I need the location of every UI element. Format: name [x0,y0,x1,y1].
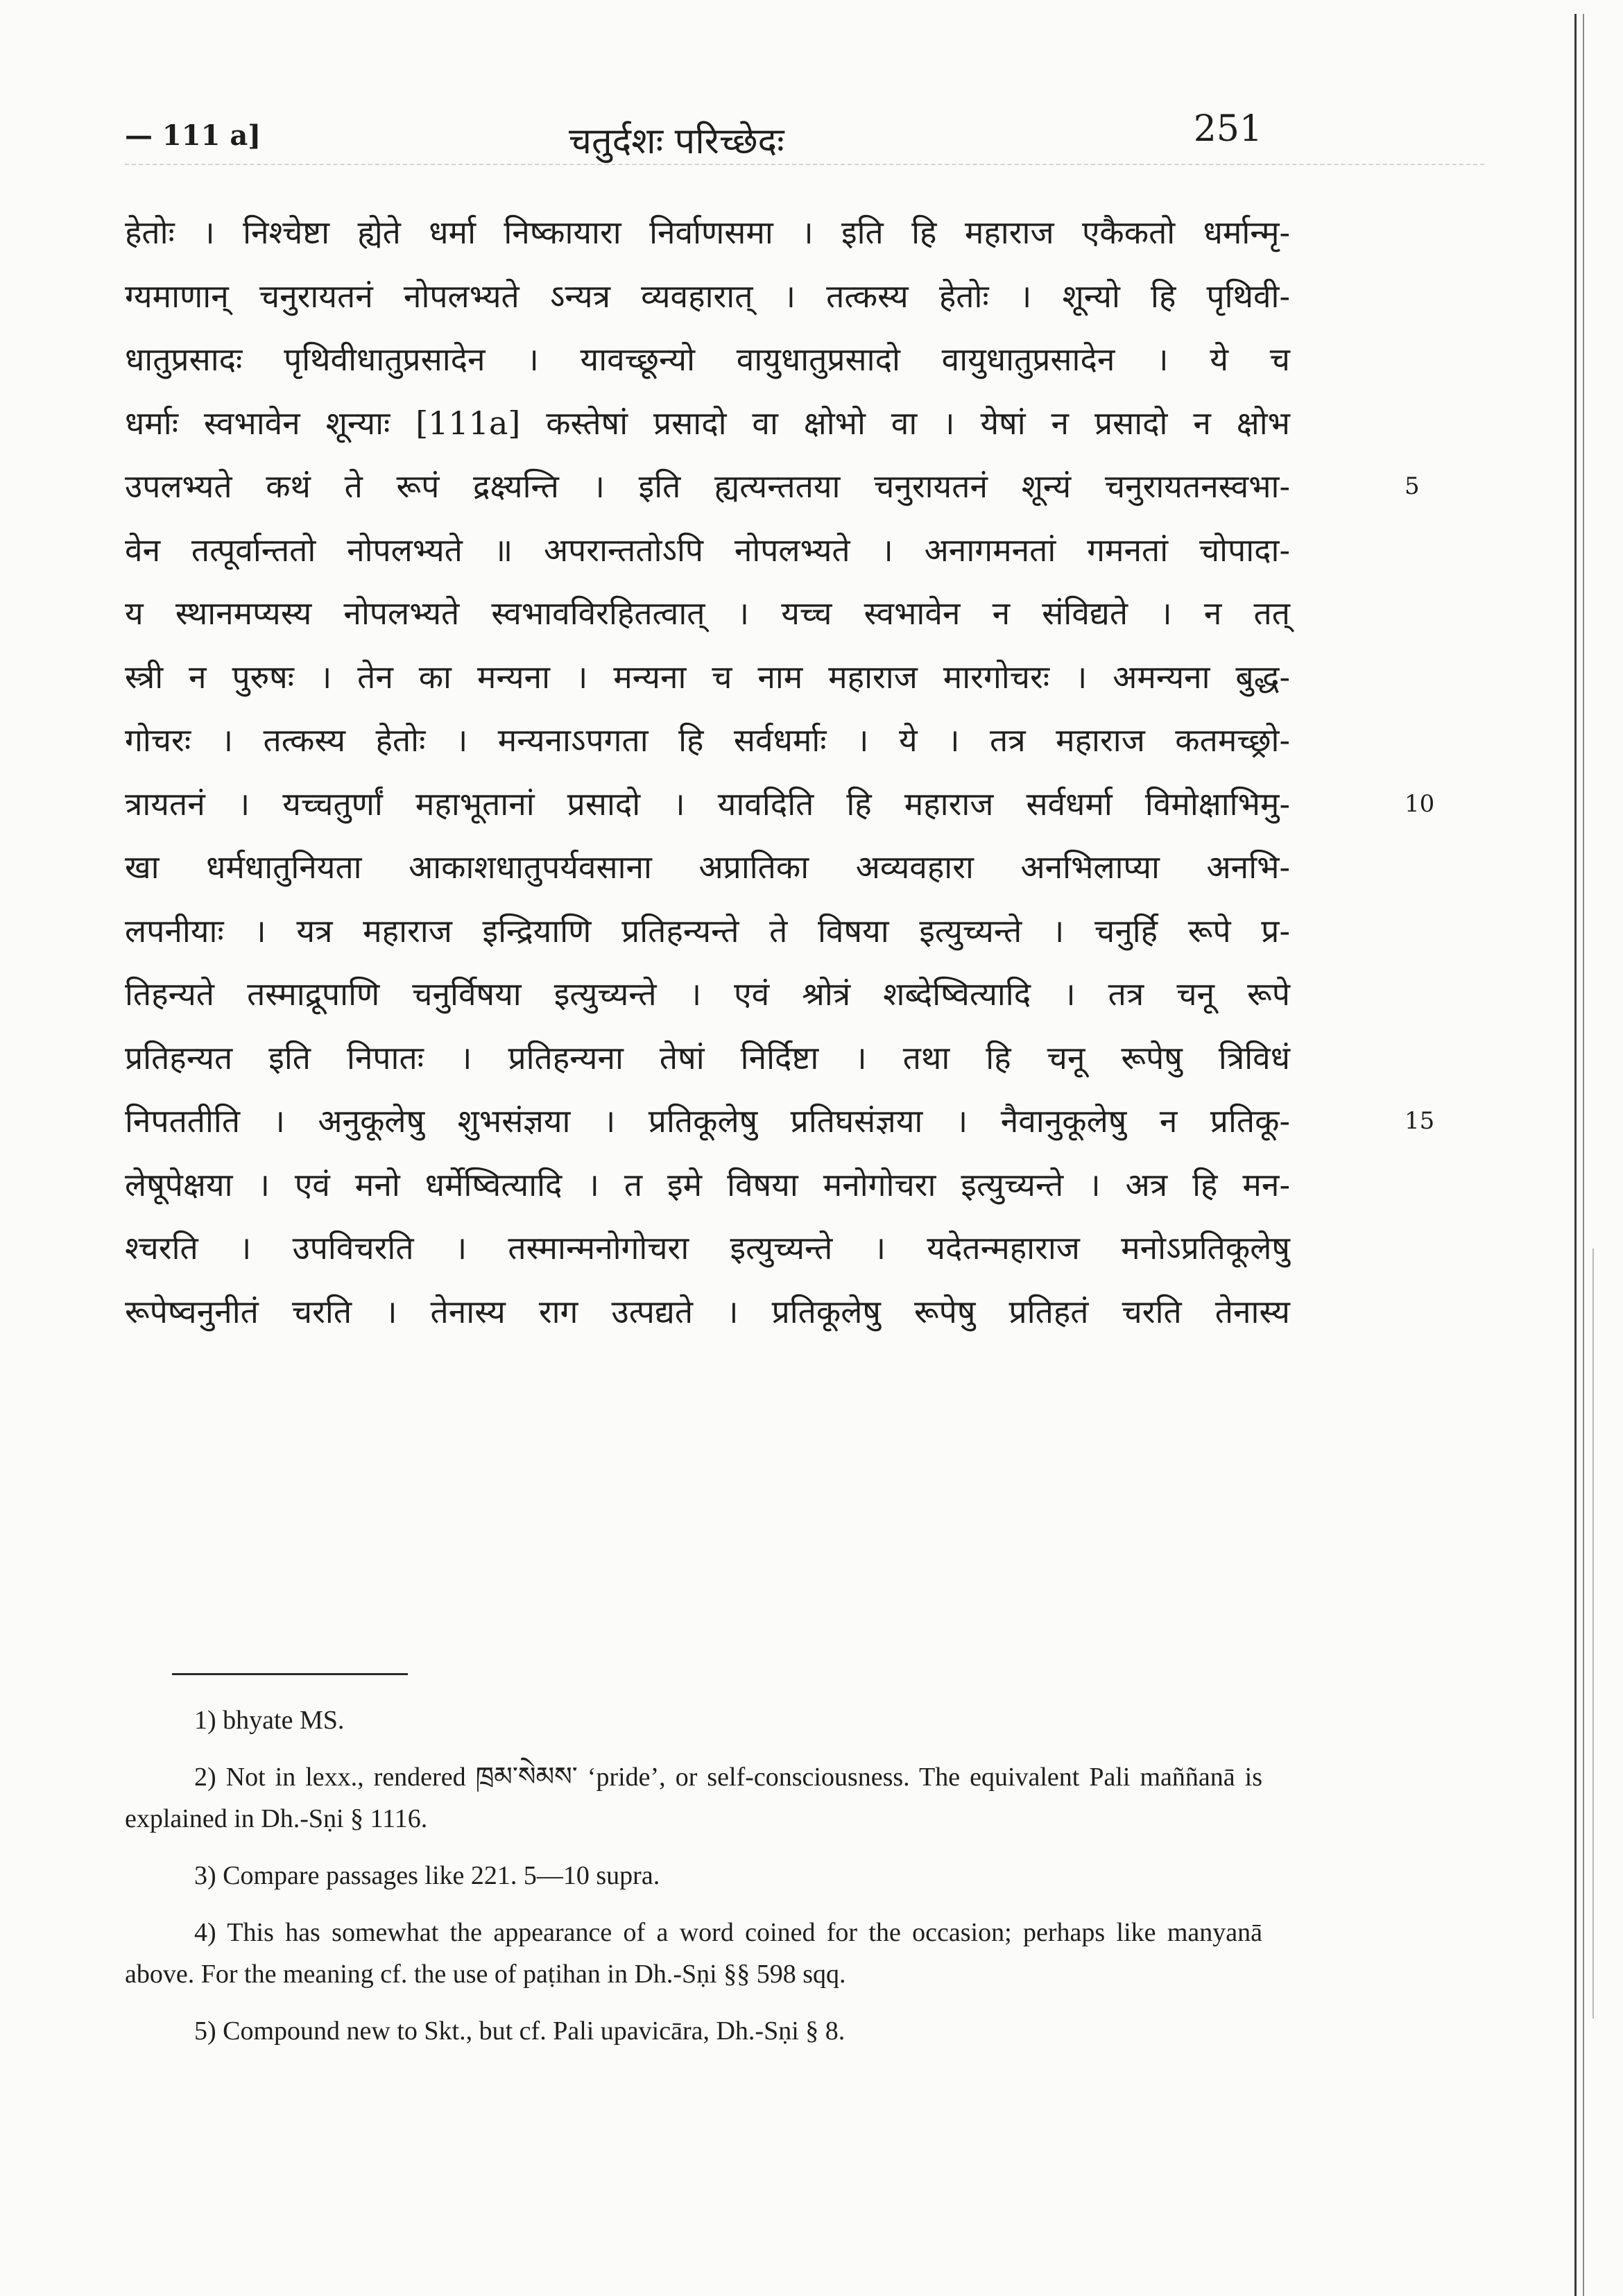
text-line-content: उपलभ्यते कथं ते रूपं द्रक्ष्यन्ति । इति ह्यत्यन्ततया चनुरायतनं शून्यं चनुरायतनस्वभा- [125,468,1290,505]
text-line-content: निपततीति । अनुकूलेषु शुभसंज्ञया । प्रतिकूलेषु प्रतिघसंज्ञया । नैवानुकूलेषु न प्रतिकू- [125,1102,1290,1140]
sanskrit-body [125,201,1435,1344]
footnote-3: 3) Compare passages like 221. 5—10 supra. [194,1861,660,1890]
text-line: य स्थानमप्यस्य नोपलभ्यते स्वभावविरहितत्वात् । यच्च स्वभावेन न संविद्यते । न तत् [125,594,1290,632]
text-line: गोचरः । तत्कस्य हेतोः । मन्यनाऽपगता हि सर्वधर्माः । ये । तत्र महाराज कतमच्छ्रो- [125,721,1290,759]
text-line-10 [125,773,1435,837]
text-line: प्रतिहन्यत इति निपातः । प्रतिहन्यना तेषां निर्दिष्टा । तथा हि चनू रूपेषु त्रिविधं [125,1038,1290,1077]
text-line-content: त्रायतनं । यच्चतुर्णां महाभूतानां प्रसादो । यावदिति हि महाराज सर्वधर्मा विमोक्षाभिमु- [125,785,1290,823]
text-line-15 [125,1090,1435,1154]
footnote-2: 2) Not in lexx., rendered ཁྲམ་སེམས་ ‘pride’, or self-consciousness. The equivalent Pali maññanā is explained in Dh.-Sṇi § 1116. [125,1763,1262,1833]
line-number: 15 [1405,1107,1435,1135]
text-line: स्त्री न पुरुषः । तेन का मन्यना । मन्यना च नाम महाराज मारगोचरः । अमन्यना बुद्ध- [125,658,1290,696]
text-line: खा धर्मधातुनियता आकाशधातुपर्यवसाना अप्रातिका अव्यवहारा अनभिलाप्या अनभि- [125,848,1290,886]
text-line: लेषूपेक्षया । एवं मनो धर्मेष्वित्यादि । त इमे विषया मनोगोचरा इत्युच्यन्ते । अत्र हि मन- [125,1165,1290,1203]
scan-edge-line-faint [1592,1249,1594,2019]
text-line: लपनीयाः । यत्र महाराज इन्द्रियाणि प्रतिहन्यन्ते ते विषया इत्युच्यन्ते । चनुर्हि रूपे प्र- [125,911,1290,950]
footnote-5: 5) Compound new to Skt., but cf. Pali upavicāra, Dh.-Sṇi § 8. [194,2016,845,2046]
running-header [125,105,1262,161]
footnotes [125,1699,1262,2067]
header-dashed-rule [125,164,1484,165]
text-line: धर्माः स्वभावेन शून्याः [111a] कस्तेषां प्रसादो वा क्षोभो वा । येषां न प्रसादो न क्षोभ [125,404,1290,442]
text-line: रूपेष्वनुनीतं चरति । तेनास्य राग उत्पद्यते । प्रतिकूलेषु रूपेषु प्रतिहतं चरति तेनास्य [125,1292,1290,1330]
text-line: धातुप्रसादः पृथिवीधातुप्रसादेन । यावच्छून्यो वायुधातुप्रसादो वायुधातुप्रसादेन । ये च [125,341,1290,378]
footnote-separator [172,1673,408,1675]
footnote-4: 4) This has somewhat the appearance of a word coined for the occasion; perhaps like manyanā above. For the meaning cf. the use of paṭihan in Dh.-Sṇi §§ 598 sqq. [125,1918,1262,1989]
text-line-5 [125,455,1420,519]
footnote-1: 1) bhyate MS. [194,1706,345,1735]
header-left-ref: — 111 a] [125,119,261,152]
text-line: ग्यमाणान् चनुरायतनं नोपलभ्यते ऽन्यत्र व्यवहारात् । तत्कस्य हेतोः । शून्यो हि पृथिवी- [125,277,1290,315]
text-line: वेन तत्पूर्वान्ततो नोपलभ्यते ॥ अपरान्ततोऽपि नोपलभ्यते । अनागमनतां गमनतां चोपादा- [125,531,1290,569]
text-line: हेतोः । निश्चेष्टा ह्येते धर्मा निष्कायारा निर्वाणसमा । इति हि महाराज एकैकतो धर्मान्मृ- [125,214,1290,251]
page-number: 251 [1193,108,1262,150]
text-line: श्चरति । उपविचरति । तस्मान्मनोगोचरा इत्युच्यन्ते । यदेतन्महाराज मनोऽप्रतिकूलेषु [125,1229,1290,1267]
text-line: तिहन्यते तस्माद्रूपाणि चनुर्विषया इत्युच्यन्ते । एवं श्रोत्रं शब्देष्वित्यादि । तत्र चनू रूपे [125,975,1290,1013]
line-number: 10 [1405,789,1435,818]
line-number: 5 [1405,472,1420,500]
header-chapter-title: चतुर्दशः परिच्छेदः [569,121,784,162]
scan-edge-line-secondary [1583,14,1584,2296]
scan-edge-line [1574,14,1577,2296]
